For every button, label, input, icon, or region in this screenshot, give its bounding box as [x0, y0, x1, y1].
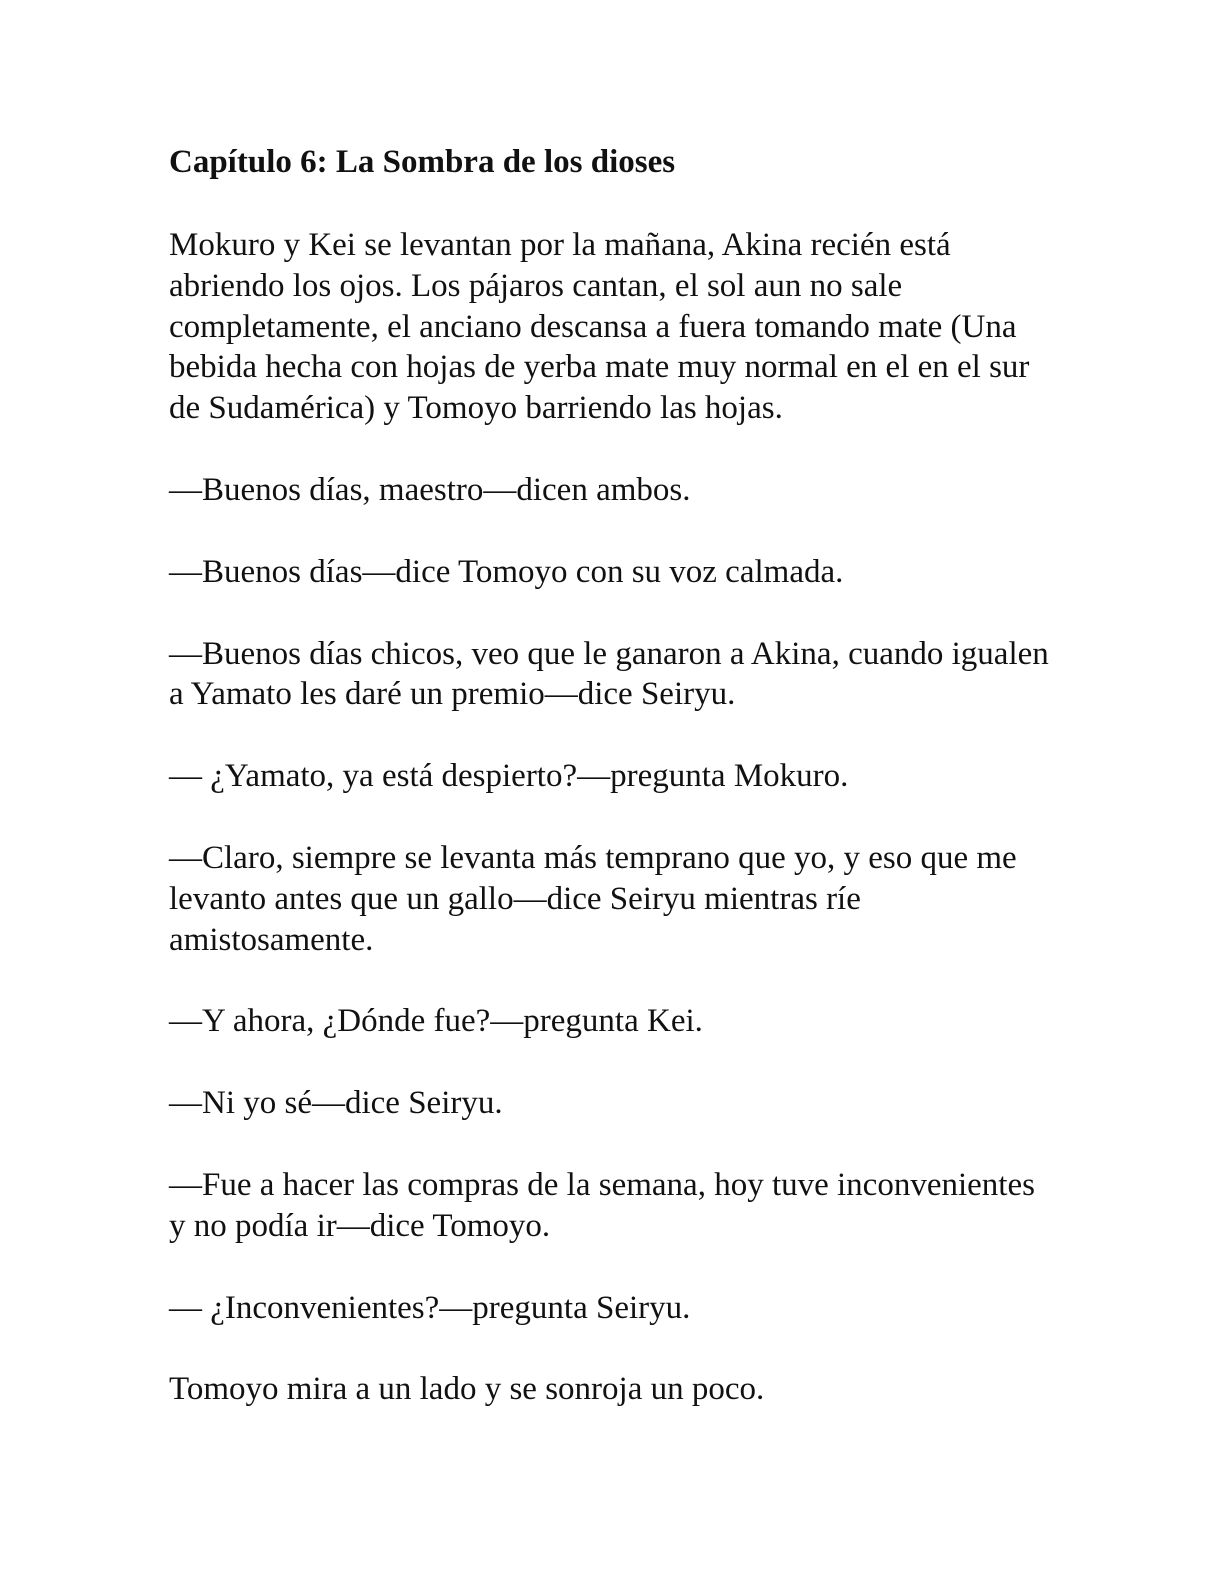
dialogue-paragraph: —Y ahora, ¿Dónde fue?—pregunta Kei.: [169, 1003, 703, 1040]
dialogue-paragraph: —Fue a hacer las compras de la semana, hoy tuve inconvenientes y no podía ir—dice Tomoyo.: [169, 1166, 1035, 1244]
narration-paragraph-closing: Tomoyo mira a un lado y se sonroja un poco.: [169, 1371, 765, 1408]
dialogue-paragraph: —Buenos días—dice Tomoyo con su voz calmada.: [169, 553, 844, 590]
dialogue-paragraph: —Ni yo sé—dice Seiryu.: [169, 1085, 503, 1122]
document-body: [169, 138, 1049, 1451]
dialogue-paragraph: — ¿Yamato, ya está despierto?—pregunta Mokuro.: [169, 758, 849, 795]
dialogue-paragraph: —Buenos días, maestro—dicen ambos.: [169, 471, 691, 508]
dialogue-paragraph: —Claro, siempre se levanta más temprano que yo, y eso que me levanto antes que un gallo—dice Seiryu mientras ríe amistosamente.: [169, 839, 1017, 958]
dialogue-paragraph: — ¿Inconvenientes?—pregunta Seiryu.: [169, 1289, 691, 1326]
dialogue-paragraph: —Buenos días chicos, veo que le ganaron a Akina, cuando igualen a Yamato les daré un premio—dice Seiryu.: [169, 635, 1049, 713]
narration-paragraph-intro: Mokuro y Kei se levantan por la mañana, Akina recién está abriendo los ojos. Los pájaros cantan, el sol aun no sale completamente, el anciano descansa a fuera tomando mate (Una bebida hecha con hojas de yerba mate muy normal en el en el sur de Sudamérica) y Tomoyo barriendo las hojas.: [169, 227, 1030, 427]
chapter-title: Capítulo 6: La Sombra de los dioses: [169, 144, 676, 180]
